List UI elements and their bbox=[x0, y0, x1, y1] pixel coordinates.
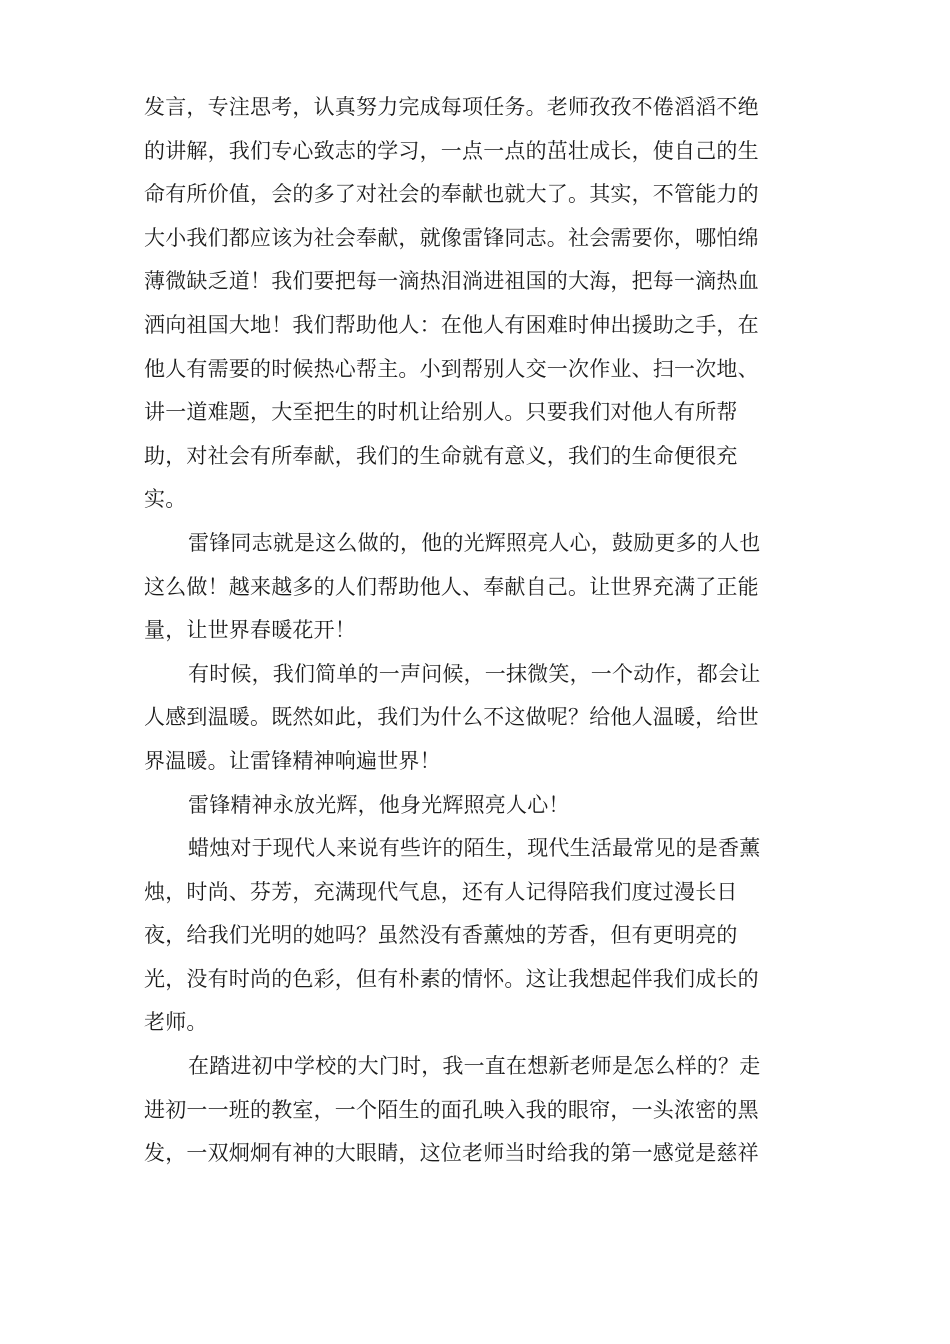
text-line: 夜，给我们光明的她吗？虽然没有香薰烛的芳香，但有更明亮的 bbox=[144, 923, 738, 948]
text-line: 界温暖。让雷锋精神响遍世界！ bbox=[144, 748, 441, 773]
text-line: 洒向祖国大地！我们帮助他人：在他人有困难时伸出援助之手，在 bbox=[144, 312, 759, 337]
text-line: 他人有需要的时候热心帮主。小到帮别人交一次作业、扫一次地、 bbox=[144, 356, 759, 381]
body-text bbox=[144, 86, 804, 1176]
text-line: 薄微缺乏道！我们要把每一滴热泪淌进祖国的大海，把每一滴热血 bbox=[144, 269, 759, 294]
text-line: 光，没有时尚的色彩，但有朴素的情怀。这让我想起伴我们成长的 bbox=[144, 966, 759, 991]
text-line: 老师。 bbox=[144, 1010, 208, 1035]
text-line: 讲一道难题，大至把生的时机让给别人。只要我们对他人有所帮 bbox=[144, 400, 738, 425]
text-line: 在踏进初中学校的大门时，我一直在想新老师是怎么样的？走 bbox=[188, 1054, 761, 1079]
text-line: 发言，专注思考，认真努力完成每项任务。老师孜孜不倦滔滔不绝 bbox=[144, 95, 759, 119]
text-line: 烛，时尚、芬芳，充满现代气息，还有人记得陪我们度过漫长日 bbox=[144, 879, 738, 904]
text-line: 人感到温暖。既然如此，我们为什么不这做呢？给他人温暖，给世 bbox=[144, 705, 759, 730]
text-line: 大小我们都应该为社会奉献，就像雷锋同志。社会需要你，哪怕绵 bbox=[144, 225, 759, 250]
text-line: 雷锋同志就是这么做的，他的光辉照亮人心，鼓励更多的人也 bbox=[188, 530, 761, 555]
text-line: 量，让世界春暖花开！ bbox=[144, 618, 356, 643]
text-line: 蜡烛对于现代人来说有些许的陌生，现代生活最常见的是香薰 bbox=[188, 836, 761, 861]
text-line: 发，一双炯炯有神的大眼睛，这位老师当时给我的第一感觉是慈祥 bbox=[144, 1141, 759, 1166]
text-line: 助，对社会有所奉献，我们的生命就有意义，我们的生命便很充 bbox=[144, 443, 738, 468]
text-line: 这么做！越来越多的人们帮助他人、奉献自己。让世界充满了正能 bbox=[144, 574, 759, 599]
text-line: 的讲解，我们专心致志的学习，一点一点的茁壮成长，使自己的生 bbox=[144, 138, 759, 163]
text-line: 有时候，我们简单的一声问候，一抹微笑，一个动作，都会让 bbox=[188, 661, 761, 686]
text-line: 命有所价值，会的多了对社会的奉献也就大了。其实，不管能力的 bbox=[144, 182, 759, 207]
text-line: 进初一一班的教室，一个陌生的面孔映入我的眼帘，一头浓密的黑 bbox=[144, 1097, 759, 1122]
text-line: 雷锋精神永放光辉，他身光辉照亮人心！ bbox=[188, 792, 570, 817]
text-line: 实。 bbox=[144, 487, 187, 512]
